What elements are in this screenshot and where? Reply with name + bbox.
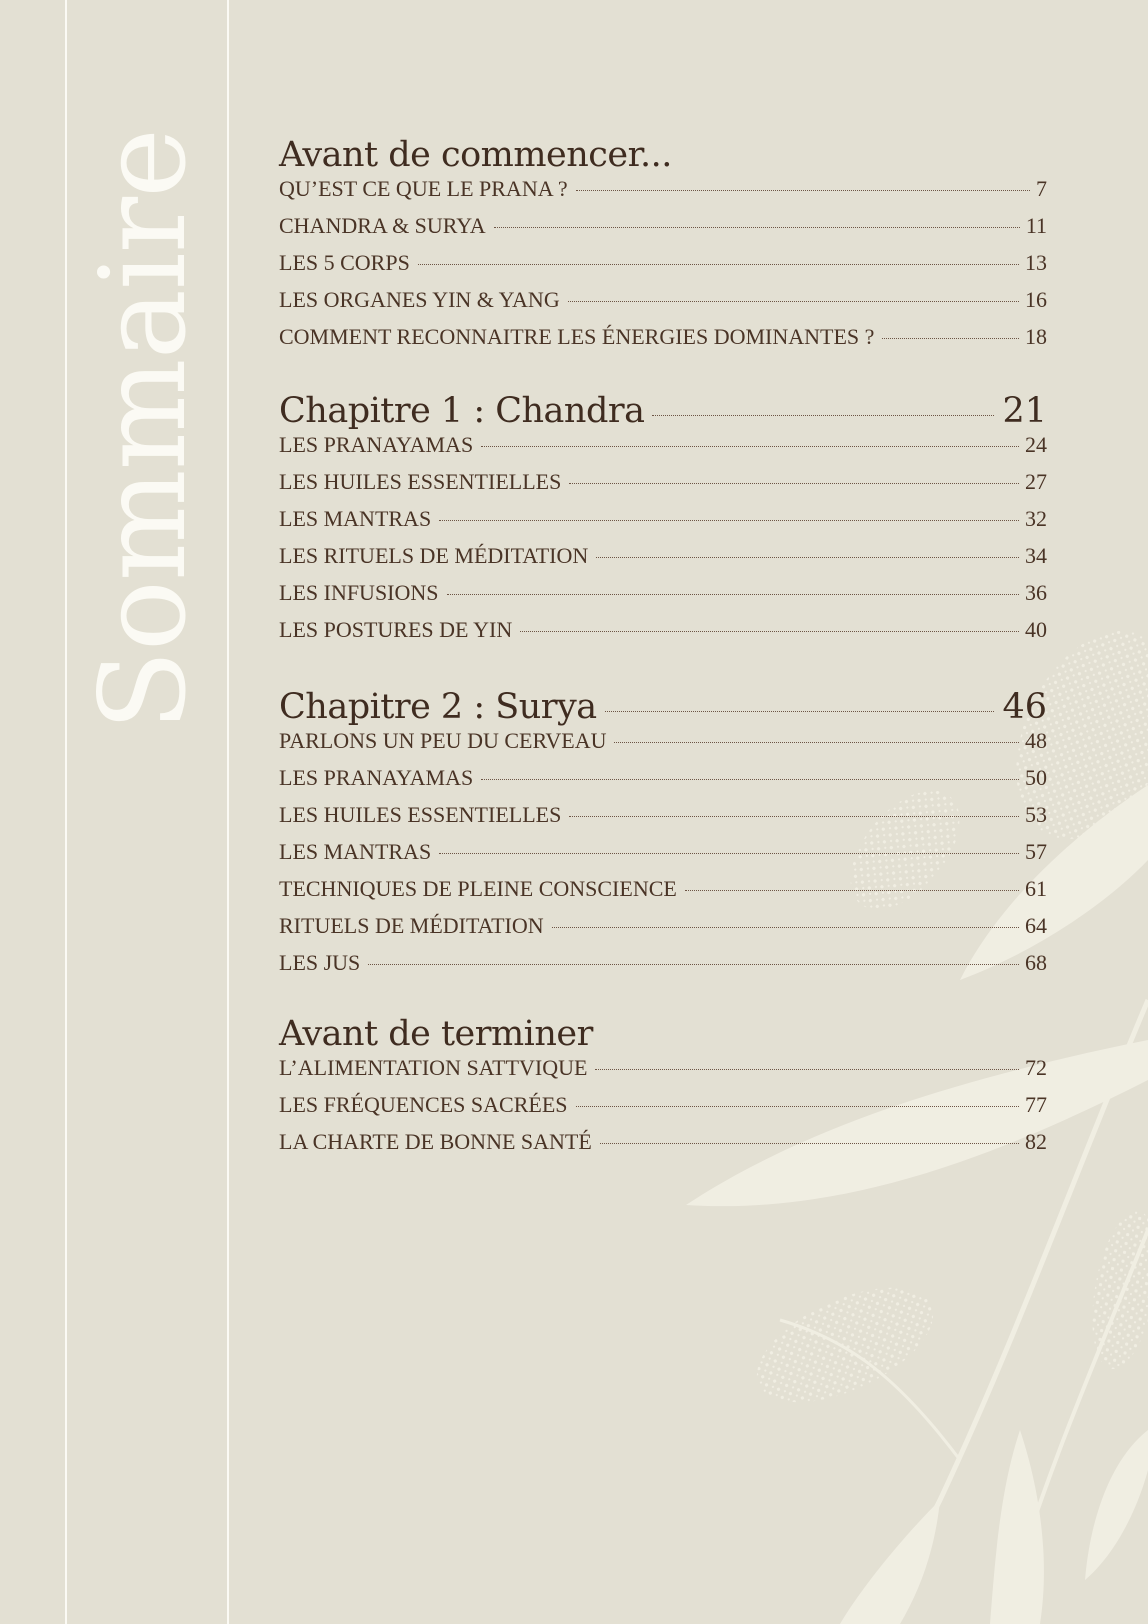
entry-page: 77 — [1025, 1092, 1047, 1117]
entry-label: LES POSTURES DE YIN — [279, 617, 513, 642]
section-title: Chapitre 2 : Surya — [279, 687, 597, 727]
entry-label: LES FRÉQUENCES SACRÉES — [279, 1092, 568, 1117]
entry-page: 72 — [1025, 1055, 1047, 1080]
side-title: Sommaire — [74, 129, 212, 731]
entry-page: 34 — [1025, 543, 1047, 568]
toc-entry[interactable] — [279, 176, 1047, 213]
entry-label: CHANDRA & SURYA — [279, 213, 486, 238]
dot-leader — [569, 816, 1019, 817]
toc-entry[interactable] — [279, 802, 1047, 839]
left-border-line — [65, 0, 67, 1624]
entry-page: 24 — [1025, 432, 1047, 457]
toc-entry[interactable] — [279, 432, 1047, 469]
entry-label: PARLONS UN PEU DU CERVEAU — [279, 728, 607, 753]
dot-leader — [418, 264, 1019, 265]
entry-page: 68 — [1025, 950, 1047, 975]
toc-entry[interactable] — [279, 1092, 1047, 1129]
dot-leader — [652, 415, 994, 416]
dot-leader — [481, 446, 1019, 447]
entry-label: TECHNIQUES DE PLEINE CONSCIENCE — [279, 876, 677, 901]
section-avant-de-terminer — [279, 1013, 1047, 1166]
entry-label: LES JUS — [279, 950, 361, 975]
toc-entry[interactable] — [279, 1055, 1047, 1092]
entry-label: COMMENT RECONNAITRE LES ÉNERGIES DOMINANTES ? — [279, 324, 875, 349]
toc-entry[interactable] — [279, 728, 1047, 765]
toc-entry[interactable] — [279, 765, 1047, 802]
entry-label: RITUELS DE MÉDITATION — [279, 913, 544, 938]
toc-entry[interactable] — [279, 617, 1047, 654]
toc-entry[interactable] — [279, 543, 1047, 580]
toc-entry[interactable] — [279, 913, 1047, 950]
sidebar-border-line — [227, 0, 229, 1624]
toc-entry[interactable] — [279, 250, 1047, 287]
dot-leader — [596, 557, 1019, 558]
section-chapitre-1 — [279, 390, 1047, 654]
toc-entry[interactable] — [279, 506, 1047, 543]
section-title: Avant de terminer — [279, 1014, 593, 1054]
entry-label: LES ORGANES YIN & YANG — [279, 287, 560, 312]
entry-label: LES PRANAYAMAS — [279, 765, 474, 790]
entry-label: LES MANTRAS — [279, 839, 432, 864]
dot-leader — [685, 890, 1019, 891]
entry-page: 36 — [1025, 580, 1047, 605]
entry-label: LES PRANAYAMAS — [279, 432, 474, 457]
toc-entry[interactable] — [279, 876, 1047, 913]
toc-entry[interactable] — [279, 1129, 1047, 1166]
dot-leader — [576, 1106, 1020, 1107]
entry-label: LES INFUSIONS — [279, 580, 439, 605]
entry-label: LES RITUELS DE MÉDITATION — [279, 543, 589, 568]
chapter-heading[interactable] — [279, 390, 1047, 432]
entry-label: LA CHARTE DE BONNE SANTÉ — [279, 1129, 592, 1154]
entry-page: 57 — [1025, 839, 1047, 864]
dot-leader — [494, 227, 1020, 228]
toc-entry[interactable] — [279, 324, 1047, 361]
entry-label: QU’EST CE QUE LE PRANA ? — [279, 176, 568, 201]
entry-page: 48 — [1025, 728, 1047, 753]
dot-leader — [439, 853, 1019, 854]
dot-leader — [439, 520, 1019, 521]
dot-leader — [568, 301, 1019, 302]
toc-entry[interactable] — [279, 580, 1047, 617]
dot-leader — [614, 742, 1019, 743]
toc-entry[interactable] — [279, 287, 1047, 324]
section-chapitre-2 — [279, 686, 1047, 987]
dot-leader — [552, 927, 1019, 928]
dot-leader — [595, 1069, 1019, 1070]
entry-page: 16 — [1025, 287, 1047, 312]
dot-leader — [368, 964, 1019, 965]
toc-entry[interactable] — [279, 950, 1047, 987]
toc-entry[interactable] — [279, 839, 1047, 876]
dot-leader — [481, 779, 1019, 780]
dot-leader — [600, 1143, 1019, 1144]
dot-leader — [605, 711, 995, 712]
entry-label: L’ALIMENTATION SATTVIQUE — [279, 1055, 588, 1080]
entry-page: 7 — [1036, 176, 1047, 201]
toc-entry[interactable] — [279, 213, 1047, 250]
section-title: Chapitre 1 : Chandra — [279, 391, 645, 431]
dot-leader — [520, 631, 1019, 632]
entry-label: LES MANTRAS — [279, 506, 432, 531]
chapter-page: 21 — [1002, 391, 1047, 431]
entry-page: 13 — [1025, 250, 1047, 275]
entry-page: 27 — [1025, 469, 1047, 494]
entry-page: 32 — [1025, 506, 1047, 531]
section-title: Avant de commencer... — [279, 135, 672, 175]
dot-leader — [576, 190, 1030, 191]
entry-page: 50 — [1025, 765, 1047, 790]
entry-label: LES HUILES ESSENTIELLES — [279, 802, 562, 827]
toc-entry[interactable] — [279, 469, 1047, 506]
entry-page: 11 — [1025, 213, 1047, 238]
entry-label: LES 5 CORPS — [279, 250, 410, 275]
entry-label: LES HUILES ESSENTIELLES — [279, 469, 562, 494]
entry-page: 82 — [1025, 1129, 1047, 1154]
entry-page: 64 — [1025, 913, 1047, 938]
dot-leader — [569, 483, 1019, 484]
entry-page: 61 — [1025, 876, 1047, 901]
chapter-heading[interactable] — [279, 686, 1047, 728]
dot-leader — [882, 338, 1019, 339]
section-avant-de-commencer — [279, 134, 1047, 361]
chapter-page: 46 — [1002, 687, 1047, 727]
entry-page: 53 — [1025, 802, 1047, 827]
dot-leader — [447, 594, 1019, 595]
entry-page: 40 — [1025, 617, 1047, 642]
entry-page: 18 — [1025, 324, 1047, 349]
